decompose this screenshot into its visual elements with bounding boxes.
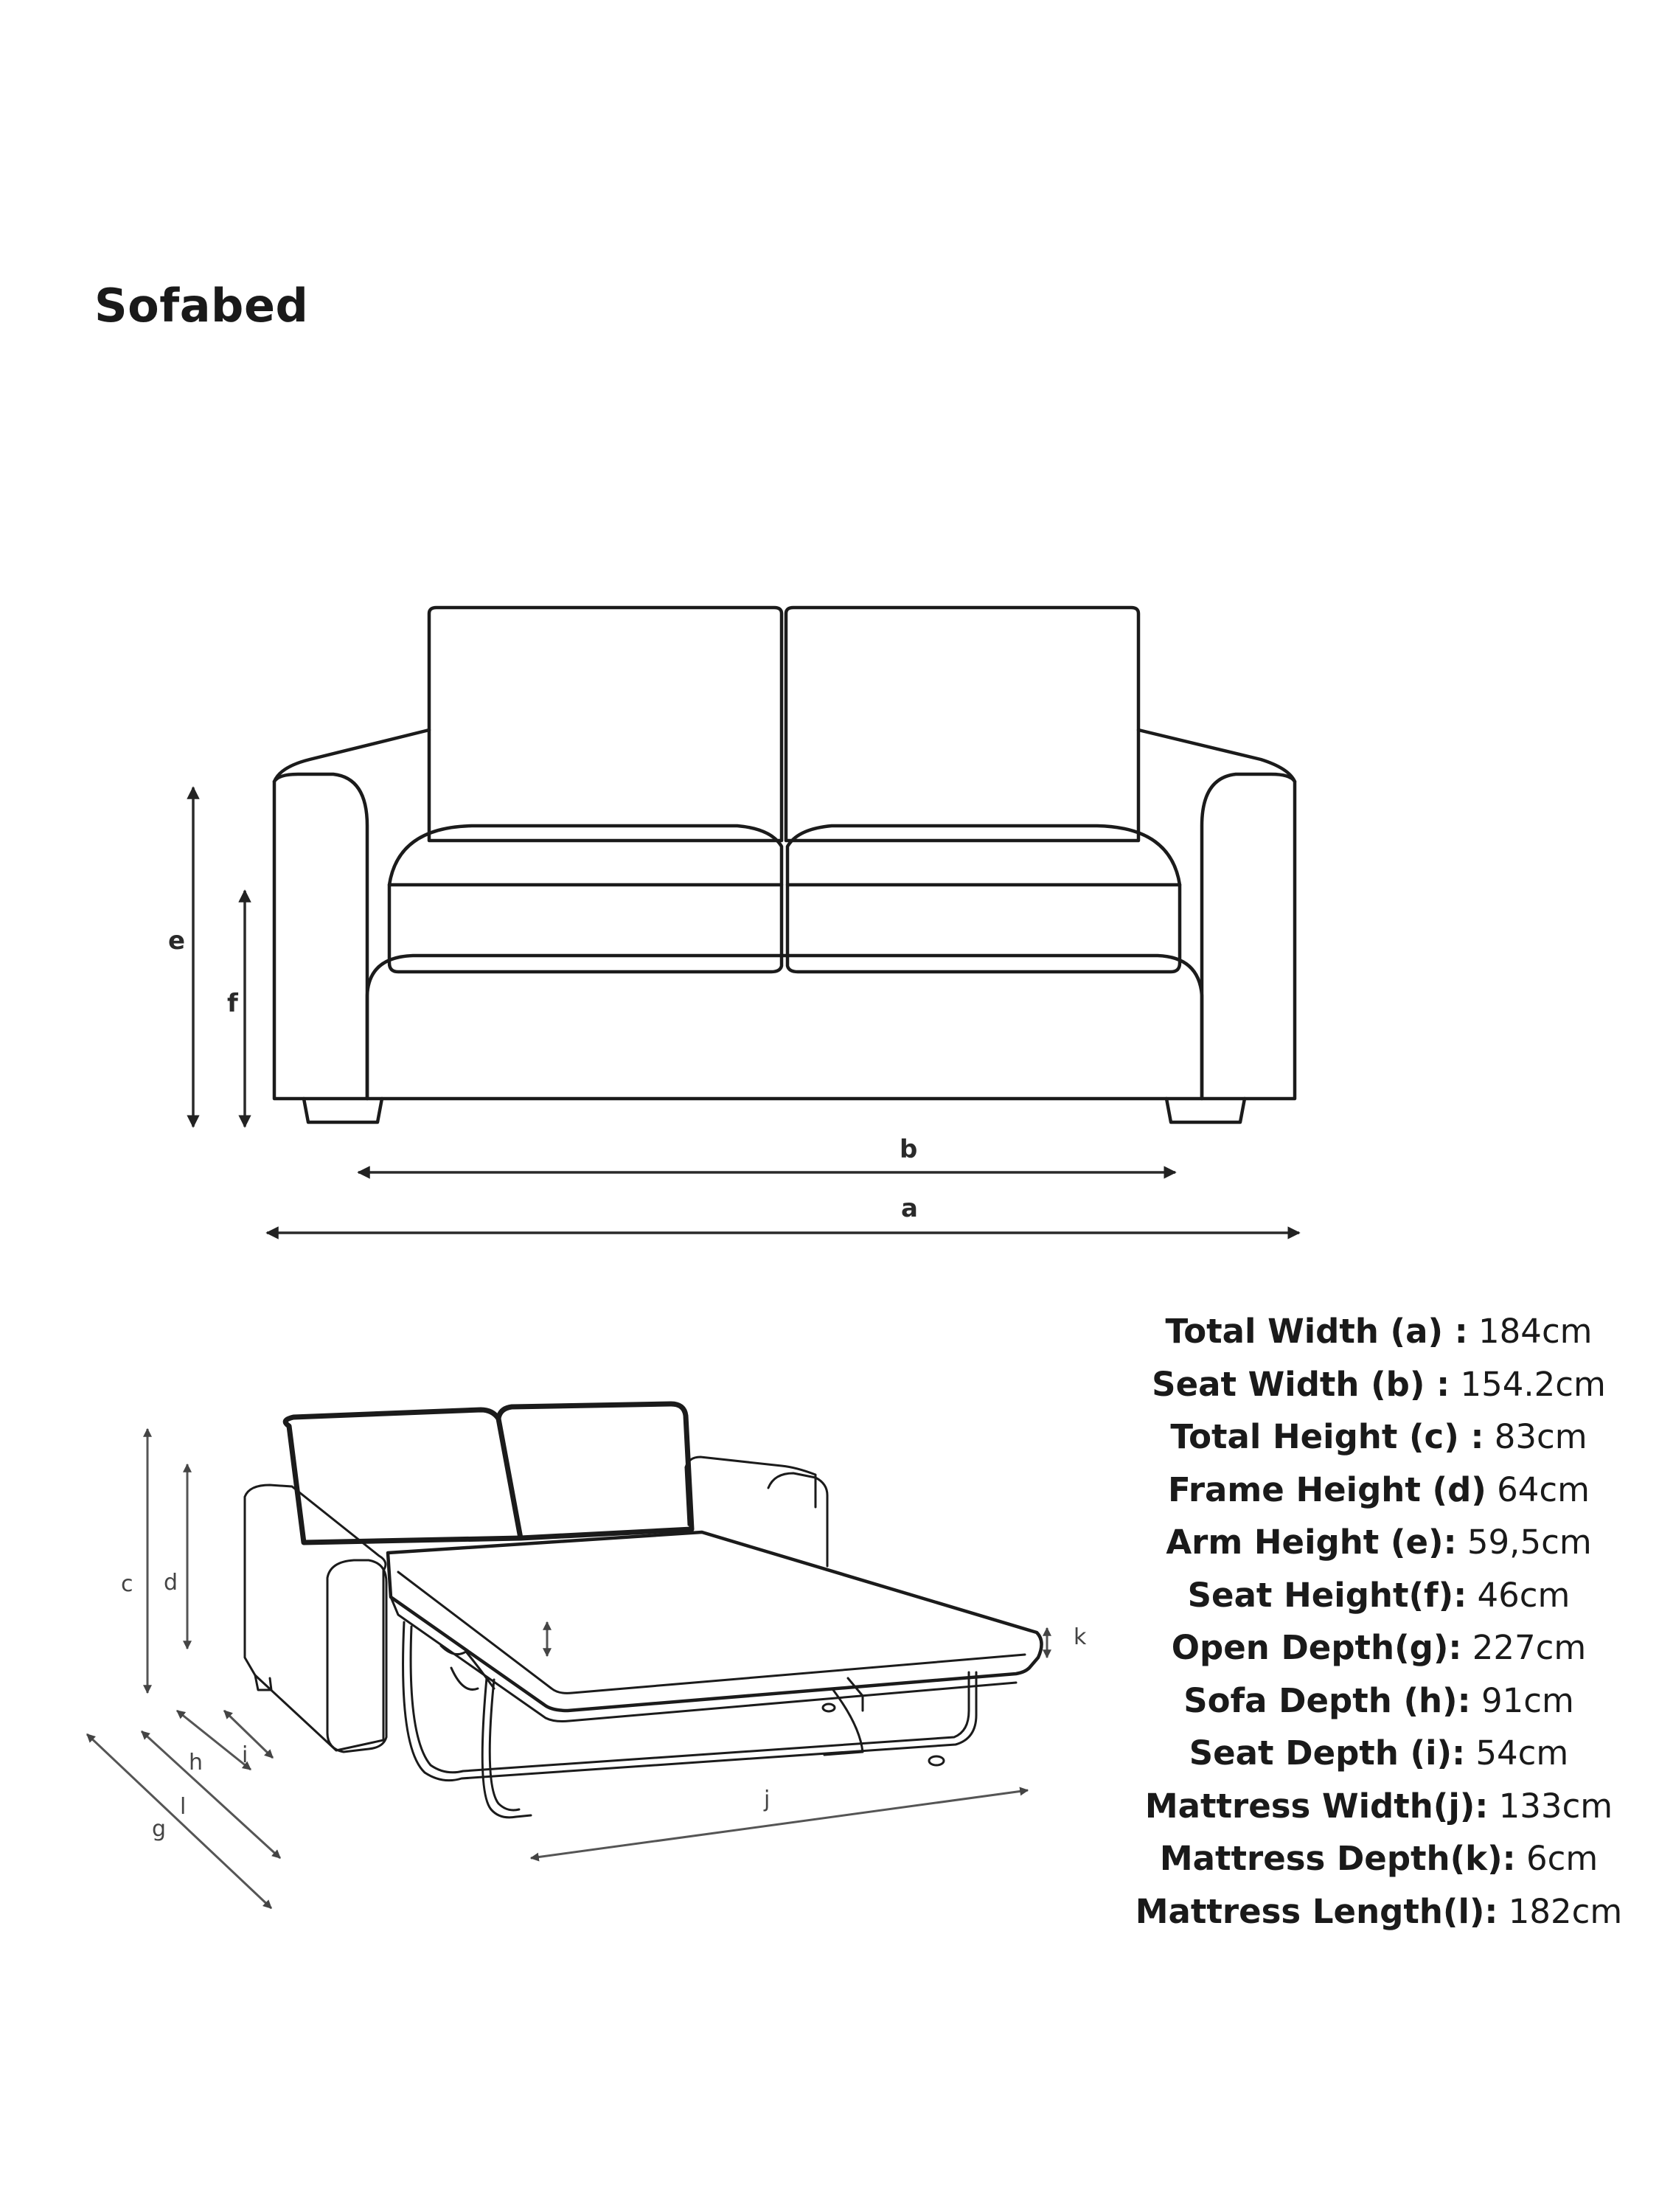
spec-total-width: Total Width (a) : 184cm	[1165, 1312, 1593, 1351]
dim-label-k: k	[1074, 1624, 1087, 1650]
spec-seat-height: Seat Height(f): 46cm	[1187, 1575, 1571, 1615]
sofa-base	[367, 956, 1202, 1099]
spec-frame-height: Frame Height (d) 64cm	[1167, 1470, 1590, 1509]
dim-label-d: d	[164, 1570, 178, 1596]
spec-open-depth: Open Depth(g): 227cm	[1171, 1628, 1587, 1667]
closed-dimensions	[168, 787, 1299, 1233]
spec-sofa-depth: Sofa Depth (h): 91cm	[1183, 1680, 1574, 1720]
open-sofabed-drawing	[245, 1404, 1042, 1818]
back-cushion-left	[429, 608, 782, 841]
dim-label-a: a	[901, 1194, 918, 1223]
dim-i	[224, 1711, 273, 1758]
dim-label-e: e	[168, 926, 186, 956]
dim-label-h: h	[189, 1750, 204, 1775]
spec-total-height: Total Height (c) : 83cm	[1170, 1417, 1587, 1456]
dim-label-i: i	[242, 1742, 248, 1768]
dim-label-g: g	[152, 1816, 167, 1842]
seat-cushion-left	[389, 826, 782, 972]
open-back-cushion-left	[285, 1410, 521, 1543]
page-title: Sofabed	[94, 279, 309, 333]
spec-seat-depth: Seat Depth (i): 54cm	[1189, 1733, 1569, 1773]
foot-right	[1166, 1099, 1245, 1122]
dim-label-c: c	[121, 1571, 133, 1597]
open-left-arm	[245, 1485, 386, 1750]
dim-label-l: l	[180, 1794, 187, 1820]
dim-h	[177, 1711, 251, 1770]
foot-left	[304, 1099, 382, 1122]
open-dimensions	[87, 1429, 1087, 1908]
dim-label-j: j	[764, 1787, 771, 1812]
open-back-cushion-right	[498, 1404, 692, 1538]
spec-mattress-width: Mattress Width(j): 133cm	[1144, 1786, 1613, 1826]
dim-j	[531, 1790, 1028, 1858]
spec-mattress-length: Mattress Length(l): 182cm	[1135, 1891, 1623, 1931]
specifications-list	[1128, 1305, 1630, 1938]
dim-label-b: b	[900, 1135, 918, 1164]
left-arm	[274, 774, 367, 1099]
back-cushion-right	[786, 608, 1138, 841]
closed-sofa-drawing	[274, 608, 1295, 1122]
dim-label-f: f	[227, 989, 238, 1018]
right-arm	[1202, 774, 1295, 1099]
seat-cushion-right	[787, 826, 1180, 972]
open-right-arm	[686, 1457, 815, 1507]
spec-arm-height: Arm Height (e): 59,5cm	[1166, 1523, 1592, 1562]
spec-mattress-depth: Mattress Depth(k): 6cm	[1159, 1839, 1599, 1878]
spec-seat-width: Seat Width (b) : 154.2cm	[1152, 1364, 1606, 1404]
